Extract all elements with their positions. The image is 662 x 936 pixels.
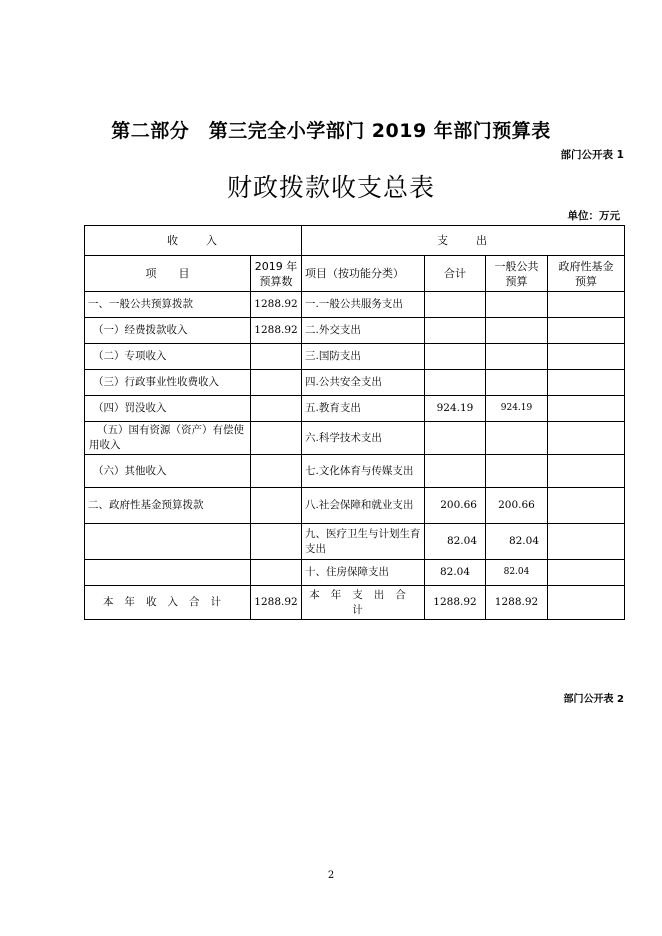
expense-general [486, 422, 548, 455]
income-budget [251, 455, 302, 488]
income-budget [251, 422, 302, 455]
expense-item: 九、医疗卫生与计划生育支出 [302, 524, 425, 560]
expense-general [486, 455, 548, 488]
table-row [85, 396, 625, 422]
expense-total: 200.66 [425, 488, 486, 524]
page-title: 财政拨款收支总表 [226, 173, 435, 202]
expense-fund [548, 318, 625, 344]
page-number: 2 [327, 870, 335, 881]
income-item: 二、政府性基金预算拨款 [85, 488, 251, 524]
income-item: （一）经费拨款收入 [85, 318, 251, 344]
expense-general: 924.19 [486, 396, 548, 422]
col-header-expense-item: 项目（按功能分类） [302, 256, 425, 292]
expense-general [486, 370, 548, 396]
col-header-fund [548, 256, 625, 292]
income-budget [251, 560, 302, 586]
expense-total-general: 1288.92 [486, 586, 548, 620]
total-row [85, 586, 625, 620]
expense-total-fund [548, 586, 625, 620]
expense-total-sum: 1288.92 [425, 586, 486, 620]
income-budget [251, 396, 302, 422]
col-header-total: 合计 [425, 256, 486, 292]
expense-item: 十、住房保障支出 [302, 560, 425, 586]
income-item: （三）行政事业性收费收入 [85, 370, 251, 396]
table-row [85, 455, 625, 488]
expense-total [425, 318, 486, 344]
expense-item: 六.科学技术支出 [302, 422, 425, 455]
expense-general: 200.66 [486, 488, 548, 524]
col-header-general [486, 256, 548, 292]
expense-total [425, 455, 486, 488]
col-header-fund-line2: 预算 [575, 274, 597, 288]
col-header-general-line2: 预算 [505, 274, 528, 288]
expense-item: 二.外交支出 [302, 318, 425, 344]
income-budget: 1288.92 [251, 318, 302, 344]
expense-total [425, 292, 486, 318]
expense-fund [548, 422, 625, 455]
income-budget [251, 488, 302, 524]
expense-total: 82.04 [425, 560, 486, 586]
expense-general: 82.04 [486, 524, 548, 560]
income-budget [251, 370, 302, 396]
income-item [85, 524, 251, 560]
expense-general [486, 318, 548, 344]
col-header-general-line1: 一般公共 [494, 259, 539, 273]
expense-fund [548, 396, 625, 422]
income-budget: 1288.92 [251, 292, 302, 318]
col-header-fund-line1: 政府性基金 [558, 259, 614, 273]
expense-total-label: 本年支出合计 [302, 586, 425, 620]
expense-fund [548, 344, 625, 370]
expense-total [425, 344, 486, 370]
table-row [85, 292, 625, 318]
budget-table [84, 225, 625, 620]
income-item [85, 560, 251, 586]
table-row [85, 488, 625, 524]
income-item: 一、一般公共预算拨款 [85, 292, 251, 318]
income-total-label: 本年收入合计 [85, 586, 251, 620]
income-item: （二）专项收入 [85, 344, 251, 370]
expense-total [425, 370, 486, 396]
col-header-budget-line1: 2019 年 [254, 259, 298, 273]
expense-item: 一.一般公共服务支出 [302, 292, 425, 318]
header-expense: 支 出 [302, 226, 625, 256]
col-header-budget-line2: 预算数 [259, 274, 293, 288]
expense-fund [548, 560, 625, 586]
table-number-label: 部门公开表 1 [560, 149, 624, 161]
header-row-top [85, 226, 625, 256]
expense-item: 四.公共安全支出 [302, 370, 425, 396]
expense-total: 82.04 [425, 524, 486, 560]
col-header-item: 项 目 [85, 256, 251, 292]
expense-fund [548, 524, 625, 560]
table-row [85, 344, 625, 370]
income-budget [251, 524, 302, 560]
expense-general [486, 344, 548, 370]
table-number-label-2: 部门公开表 2 [563, 694, 624, 705]
table-row [85, 370, 625, 396]
expense-total: 924.19 [425, 396, 486, 422]
col-header-budget [251, 256, 302, 292]
expense-fund [548, 488, 625, 524]
table-row [85, 560, 625, 586]
header-row-columns [85, 256, 625, 292]
expense-item: 三.国防支出 [302, 344, 425, 370]
expense-item: 七.文化体育与传媒支出 [302, 455, 425, 488]
expense-item: 八.社会保障和就业支出 [302, 488, 425, 524]
unit-label: 单位：万元 [567, 210, 620, 222]
expense-fund [548, 292, 625, 318]
table-row [85, 318, 625, 344]
expense-general: 82.04 [486, 560, 548, 586]
expense-general [486, 292, 548, 318]
income-item: （六）其他收入 [85, 455, 251, 488]
income-total-value: 1288.92 [251, 586, 302, 620]
header-income: 收 入 [85, 226, 302, 256]
income-item: （五）国有资源（资产）有偿使用收入 [85, 422, 251, 455]
expense-item: 五.教育支出 [302, 396, 425, 422]
part-title: 第二部分 第三完全小学部门 2019 年部门预算表 [111, 120, 551, 142]
expense-total [425, 422, 486, 455]
table-row [85, 524, 625, 560]
expense-fund [548, 370, 625, 396]
expense-fund [548, 455, 625, 488]
income-budget [251, 344, 302, 370]
income-item: （四）罚没收入 [85, 396, 251, 422]
table-row [85, 422, 625, 455]
